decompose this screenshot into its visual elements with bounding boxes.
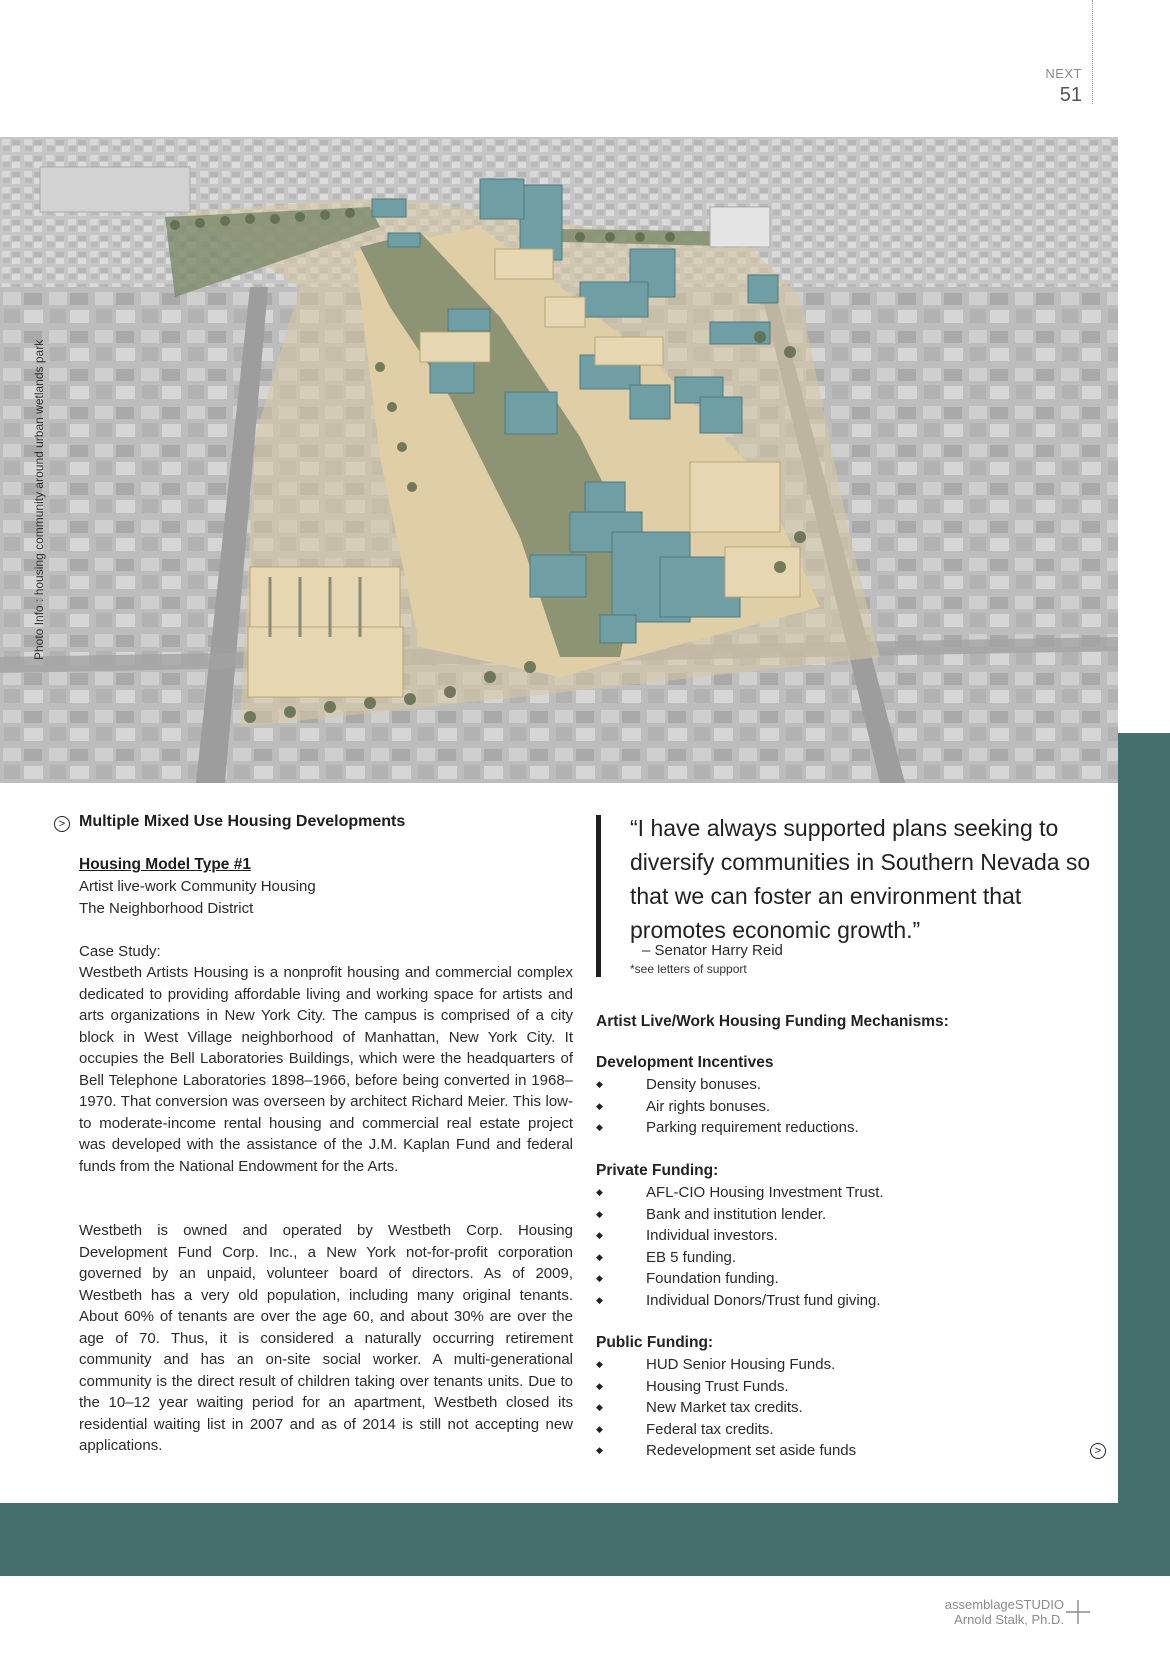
teal-footer-band [0,1503,1170,1576]
section-title: Multiple Mixed Use Housing Developments [79,813,406,830]
model-description [79,876,573,919]
plus-mark-icon [1066,1600,1090,1624]
funding-group-title: Public Funding: [596,1334,714,1351]
funding-group-development [596,1054,1096,1139]
pull-quote: “I have always supported plans seeking to diversify communities in Southern Nevada so that we can foster an environment that promotes economic growth.” [630,815,1091,943]
list-item: ◆ Density bonuses. [596,1074,1096,1096]
funding-group-public [596,1334,1096,1462]
list-item: ◆ HUD Senior Housing Funds. [596,1354,1096,1376]
list-item: ◆ Foundation funding. [596,1268,1096,1290]
case-study-label: Case Study: [79,943,161,960]
list-item: ◆ EB 5 funding. [596,1247,1096,1269]
housing-model-type: Housing Model Type #1 [79,856,251,873]
aerial-site-rendering [0,137,1118,783]
chevron-right-circle-icon[interactable]: > [54,816,70,832]
funding-group-private [596,1162,1096,1311]
list-item: ◆ AFL-CIO Housing Investment Trust. [596,1182,1096,1204]
case-study-paragraph-1: Westbeth Artists Housing is a nonprofit housing and commercial complex dedicated to providing affordable living and working space for artists and arts organizations in New York City. The campus is comprised of a city block in West Village neighborhood of Manhattan, New York City. It occupies the Bell Laboratories Buildings, which were the headquarters of Bell Telephone Laboratories 1898–1966, before being converted in 1968–1970. That conversion was overseen by architect Richard Meier. This low- to moderate-income rental housing and commercial real estate project was developed with the assistance of the J.M. Kaplan Fund and federal funds from the National Endowment for the Arts. [79,964,573,1175]
teal-side-block [1118,733,1170,1576]
footer-studio-name: assemblageSTUDIO [944,1597,1064,1612]
funding-group-title: Development Incentives [596,1054,774,1071]
list-item: ◆ Individual Donors/Trust fund giving. [596,1290,1096,1312]
list-item: ◆ Federal tax credits. [596,1419,1096,1441]
footer-author: Arnold Stalk, Ph.D. [954,1612,1064,1627]
quote-attribution: – Senator Harry Reid [642,942,783,959]
photo-caption: Photo Info : housing community around urban wetlands park [32,339,46,660]
funding-title: Artist Live/Work Housing Funding Mechanisms: [596,1013,949,1030]
list-item: ◆ Individual investors. [596,1225,1096,1247]
aerial-rendering-svg [0,137,1118,783]
list-item: ◆ Parking requirement reductions. [596,1117,1096,1139]
list-item: ◆ Air rights bonuses. [596,1096,1096,1118]
list-item: ◆ Redevelopment set aside funds [596,1440,1096,1462]
next-label[interactable]: NEXT [1045,66,1082,81]
case-study-paragraph-2: Westbeth is owned and operated by Westbeth Corp. Housing Development Fund Corp. Inc., a New York not-for-profit corporation governed by an unpaid, volunteer board of directors. As of 2009, Westbeth has a very old population, including many original tenants. About 60% of tenants are over the age 60, and about 30% are over the age of 70. Thus, it is considered a naturally occurring retirement community and has an on-site social worker. A multi-generational community is the direct result of children taking over tenants units. Due to the 10–12 year waiting period for an apartment, Westbeth closed its residential waiting list in 2007 and as of 2014 is still not accepting new applications. [79,1222,573,1454]
list-item: ◆ Bank and institution lender. [596,1204,1096,1226]
quote-bar [596,815,601,977]
header-dotted-rule [1092,0,1093,104]
funding-group-title: Private Funding: [596,1162,719,1179]
page-number: 51 [1059,84,1082,106]
model-line-1: Artist live-work Community Housing [79,878,316,895]
list-item: ◆ New Market tax credits. [596,1397,1096,1419]
model-line-2: The Neighborhood District [79,899,254,917]
next-page-circle-icon[interactable]: > [1090,1443,1106,1459]
quote-note: *see letters of support [630,962,747,976]
list-item: ◆ Housing Trust Funds. [596,1376,1096,1398]
